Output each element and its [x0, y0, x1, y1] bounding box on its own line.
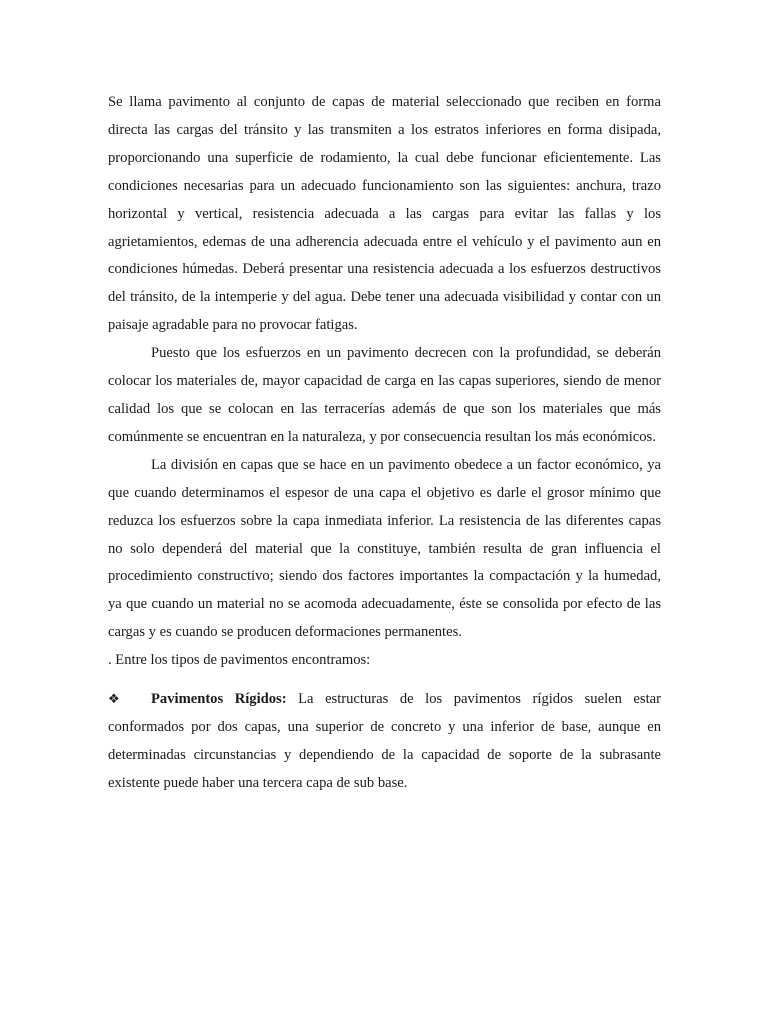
- paragraph-layer-division: La división en capas que se hace en un pavimento obedece a un factor económico, ya que cuando determinamos el espesor de una capa el objetivo es darle el grosor mínimo que reduzca los esfuerzos sobre la capa inmediata inferior. La resistencia de las diferentes capas no solo dependerá del material que la constituye, también resulta de gran influencia el procedimiento constructivo; siendo dos factores importantes la compactación y la humedad, ya que cuando un material no se acomoda adecuadamente, éste se consolida por efecto de las cargas y es cuando se producen deformaciones permanentes.: [108, 456, 661, 641]
- bullet-text: La estructuras de los pavimentos rígidos suelen estar conformados por dos capas, una superior de concreto y una inferior de base, aunque en determinadas circunstancias y dependiendo de la capacidad de soporte de la subrasante existente puede haber una tercera capa de sub base.: [108, 691, 661, 791]
- diamond-bullet-icon: ❖: [108, 692, 120, 708]
- paragraph-pavement-definition: Se llama pavimento al conjunto de capas de material seleccionado que reciben en forma directa las cargas del tránsito y las transmiten a los estratos inferiores en forma disipada, proporcionando una superficie de rodamiento, la cual debe funcionar eficientemente. Las condiciones necesarias para un adecuado funcionamiento son las siguientes: anchura, trazo horizontal y vertical, resistencia adecuada a las cargas para evitar las fallas y los agrietamientos, edemas de una adherencia adecuada entre el vehículo y el pavimento aun en condiciones húmedas. Deberá presentar una resistencia adecuada a los esfuerzos destructivos del tránsito, de la intemperie y del agua. Debe tener una adecuada visibilidad y contar con un paisaje agradable para no provocar fatigas.: [108, 94, 661, 334]
- pavement-types-intro: . Entre los tipos de pavimentos encontramos:: [108, 652, 371, 669]
- bullet-heading: Pavimentos Rígidos:: [151, 691, 287, 708]
- bullet-item-rigid-pavements: [108, 686, 661, 798]
- document-body: [108, 89, 661, 798]
- paragraph-layer-stresses: Puesto que los esfuerzos en un pavimento decrecen con la profundidad, se deberán colocar los materiales de, mayor capacidad de carga en las capas superiores, siendo de menor calidad los que se colocan en las terracerías además de que son los materiales que más comúnmente se encuentran en la naturaleza, y por consecuencia resultan los más económicos.: [108, 345, 661, 445]
